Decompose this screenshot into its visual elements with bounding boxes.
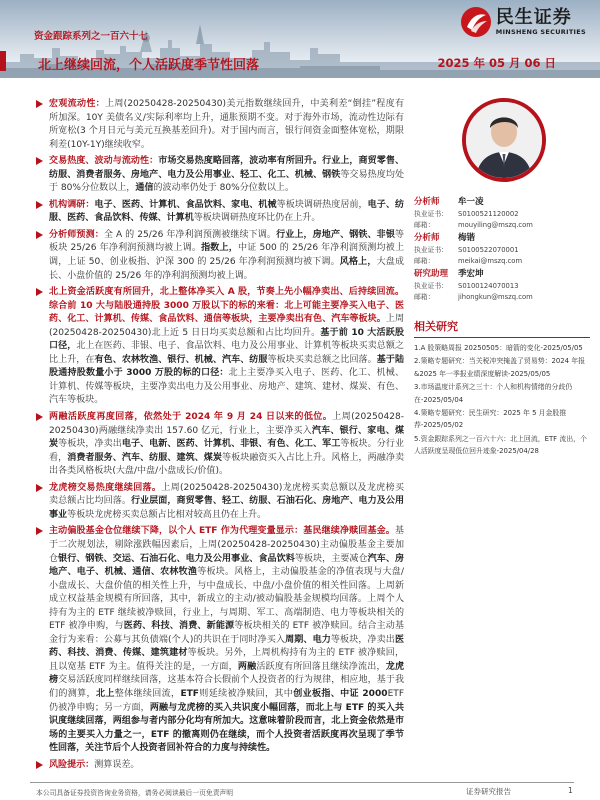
bullet-heading: 龙虎榜交易热度继续回落。 <box>49 482 162 493</box>
bullet-text: 全 A 的 25/26 年净利润预测被继续下调。 <box>103 229 277 240</box>
doc-date: 2025 年 05 月 06 日 <box>437 56 556 70</box>
bullet-text: 等板块。另外，上周机构持有为主的 ETF 被净赎回，且以宽基 ETF 为主。值得关注的是，一方面， <box>49 648 405 672</box>
bullet-arrow-icon <box>36 761 43 769</box>
title-bar <box>0 51 600 75</box>
bullet-heading: 两融活跃度再度回落，依然处于 2024 年 9 月 24 日以来的低位。 <box>49 412 333 423</box>
related-research-link[interactable]: 3.市场温度计系列之三十：个人和机构情绪的分歧仍在-2025/05/04 <box>414 383 573 404</box>
bullet-text: 测算误差。 <box>94 759 140 770</box>
bullet-text: 活跃度有所回落且继续净流出， <box>256 661 386 672</box>
bullet-text: 指数上， <box>201 243 238 254</box>
bullet-text: 医药、科技、消费、新能源 <box>123 621 235 632</box>
bullet-text: 两融 <box>237 661 257 672</box>
bullet-text: 医药、科技、消费、传媒、建筑建材 <box>49 634 405 659</box>
bullet-text: 等板块，主要减仓 <box>294 553 368 564</box>
bullet-arrow-icon <box>36 231 43 239</box>
bullet-text: ETF <box>180 688 199 699</box>
bullet-text: 商贸零售、轻工、纺服、石油石化、房地产、电力及公用事业 <box>49 496 405 520</box>
bullet-text: 汽车、银行、家电、煤炭 <box>49 425 405 450</box>
cert-number: S0100124070013 <box>458 282 519 290</box>
bullet-text: 市场交易热度略回落，波动率有所回升。 <box>158 156 323 167</box>
bullet-text: 等板块融资买入占比上升。风格上，两融净卖出各类风格板块(大盘/中盘/小盘成长/价值)。 <box>49 452 405 477</box>
bullet-text: 等板块。分行业看， <box>49 439 405 463</box>
summary-bullet <box>36 155 404 196</box>
bullet-heading: 分析师预测： <box>49 229 104 240</box>
bullet-text: 电子、纺服、医药、食品饮料、传媒、计算机 <box>49 199 405 224</box>
bullet-text: 基于前 10 大活跃股口径， <box>49 327 404 352</box>
analyst-cert-row <box>414 281 590 292</box>
bullet-text: 汽车、房地产、电子、机械、通信、农林牧渔 <box>49 553 405 578</box>
logo-cn-text: 民生证券 <box>495 7 572 28</box>
summary-bullet <box>36 199 404 226</box>
analyst-cert-row <box>414 209 590 220</box>
bullet-text: 行业上，商贸零售、纺服、消费者服务、房地产、电力及公用事业、轻工、化工、机械、钢铁 <box>49 156 405 180</box>
summary-bullet <box>36 411 404 479</box>
footer-report-type: 证券研究报告 <box>466 787 511 796</box>
bullet-text: 等板块调研热度环比仍在上升。 <box>193 213 321 224</box>
email-label: 邮箱： <box>414 293 435 301</box>
logo-en-text: MINSHENG SECURITIES <box>495 28 586 36</box>
bullet-text: 的波动率仍处于 80%分位数以上。 <box>153 183 294 194</box>
bullet-text: 电子、电新、医药、计算机、非银、有色、化工、军工 <box>121 439 341 450</box>
analyst-cert-row <box>414 245 590 256</box>
analyst-role: 分析师 <box>414 197 440 207</box>
page-number: 1 <box>568 786 573 795</box>
analyst-name-row <box>414 196 590 209</box>
header-banner <box>0 0 600 78</box>
bullet-heading: 北上资金活跃度有所回升，北上整体净买入 A 股，节奏上先小幅净卖出、后持续回流。综合前 10 大与陆股通持股 3000 万股以下的标的来看：北上可能主要净买入电子、医药、化工、计算机、传媒、食品饮料、通信等板块，主要净卖出有色、汽车等板块。 <box>49 287 404 325</box>
footer-disclaimer: 本公司具备证券投资咨询业务资格，请务必阅读最后一页免责声明 <box>36 789 234 797</box>
analyst-email-row <box>414 292 590 303</box>
summary-bullet <box>36 759 404 773</box>
related-research-link[interactable]: 5.资金跟踪系列之一百六十六：北上回流，ETF 流出，个人活跃度呈现低位回升迹象-2025/04/28 <box>414 434 587 456</box>
analyst-role: 分析师 <box>414 233 440 243</box>
analyst-name: 梅锴 <box>458 233 476 243</box>
bullet-text: 电子、医药、计算机、食品饮料、家电、机械 <box>94 199 277 210</box>
bullet-text: 基于二次规划法，剔除涨跌幅因素后，上周(20250428-20250430)主动偏股基金主要加仓 <box>49 526 404 564</box>
email-address[interactable]: meikai@mszq.com <box>458 257 523 265</box>
bullet-text: 等板块。风格上，主动偏股基金的净值表现与大盘/小盘成长、大盘价值的相关性上升，与中盘成长、中盘/小盘价值的相关性回落。上周新成立权益基金规模有所回落，其中，新成立的主动/被动偏股基金规模均回落。上周个人持有为主的 ETF 继续被净赎回，行业上，与周期、军工、高端制造、电力等板块相关的 ETF 被净申购，与 <box>49 567 405 632</box>
bullet-text: 消费者服务、汽车、纺服、建筑、煤炭 <box>67 452 222 463</box>
bullet-heading: 主动偏股基金仓位继续下降，以个人 ETF 作为代理变量显示：基民继续净赎回基金。 <box>49 526 395 537</box>
analyst-email-row <box>414 220 590 231</box>
bullet-arrow-icon <box>36 100 43 108</box>
bullet-text: 银行、钢铁、交运、石油石化、电力及公用事业、食品饮料 <box>58 553 295 564</box>
bullet-heading: 机构调研： <box>49 199 95 210</box>
related-research-list <box>414 342 590 458</box>
bullet-text: 等板块 25/26 年净利润预测均被上调。 <box>49 229 405 254</box>
bullet-arrow-icon <box>36 484 43 492</box>
cert-number: S0100521120002 <box>458 210 519 218</box>
summary-bullet <box>36 286 404 408</box>
bullet-text: 基于陆股通持股数量小于 3000 万股的标的口径： <box>49 354 405 379</box>
summary-bullet <box>36 98 404 152</box>
footer-divider <box>30 782 574 783</box>
bullet-text: 北上在医药、非银、电子、食品饮料、电力及公用事业、计算机等板块买卖总额之比上升，在 <box>49 341 404 365</box>
bullet-arrow-icon <box>36 527 43 535</box>
cert-label: 执业证书： <box>414 210 448 218</box>
bullet-text: 创业板指、中证 2000 <box>293 688 388 699</box>
related-research-title: 相关研究 <box>414 318 590 338</box>
minsheng-logo-icon <box>460 6 492 38</box>
email-label: 邮箱： <box>414 221 435 229</box>
bullet-heading: 宏观流动性： <box>49 99 105 109</box>
bullet-text: 上周(20250428-20250430)两融继续净卖出 157.60 亿元，行业上，主要净买入 <box>49 412 404 436</box>
summary-body <box>36 98 404 775</box>
doc-title: 北上继续回流，个人活跃度季节性回落 <box>38 58 260 73</box>
title-accent-bar <box>0 51 6 71</box>
bullet-text: 等板块调研热度居前， <box>276 199 368 210</box>
bullet-text: 北上 <box>95 688 115 699</box>
bullet-text: 这意味着阶段而言，北上资金依然是市场的主要买入力量之一，ETF 的撤离则仍在继续，而个人投资者活跃度再次呈现了季节性回落，关注节后个人投资者回补符合的力度与持续性。 <box>49 716 405 754</box>
bullet-text: 中证 500 的 25/26 年净利润预测均被上调，上证 50、创业板指、沪深 300 的 25/26 年净利润预测均被下调。 <box>49 243 405 268</box>
bullet-text: 交易活跃度同样继续回落，这基本符合长假前个人投资者的行为规律，相应地，基于我们的测算， <box>49 675 405 699</box>
analyst-name: 牟一凌 <box>458 197 484 207</box>
bullet-arrow-icon <box>36 413 43 421</box>
cert-label: 执业证书： <box>414 246 448 254</box>
bullet-text: 有色、农林牧渔、银行、机械、汽车、纺服 <box>94 354 268 365</box>
bullet-text: 等交易热度均处于 80%分位数以上， <box>49 169 404 194</box>
bullet-text: 上周(20250428-20250430)龙虎榜买卖总额以及龙虎榜买卖总额占比均回落。 <box>49 482 405 507</box>
bullet-text: 等板块相关的 ETF 被净赎回。结合主动基金行为来看：公募与其负债端(个人)的共识在于同时净买入 <box>49 621 405 645</box>
bullet-arrow-icon <box>36 288 43 296</box>
bullet-heading: 风险提示： <box>49 759 95 770</box>
analyst-name-row <box>414 232 590 245</box>
bullet-text: 等板块，净卖出 <box>330 634 395 645</box>
email-label: 邮箱： <box>414 257 435 265</box>
analyst-list <box>414 196 590 304</box>
cert-number: S0100522070001 <box>458 246 519 254</box>
series-label: 资金跟踪系列之一百六十七 <box>34 31 149 42</box>
related-research-link[interactable]: 4.策略专题研究：民生研究：2025 年 5 月金股推荐-2025/05/02 <box>414 409 567 430</box>
bullet-text: 通信 <box>135 183 154 194</box>
bullet-text: 北上主要净买入电子、医药、化工、机械、计算机、传媒等板块，主要净卖出电力及公用事业、房地产、建筑、建材、煤炭、有色、汽车等板块。 <box>49 368 404 406</box>
bullet-text: 等板块买卖总额之比回落。 <box>267 354 377 365</box>
summary-bullet <box>36 525 404 755</box>
bullet-arrow-icon <box>36 201 43 209</box>
bullet-text: 大盘成长、小盘价值的 25/26 年的净利润预测均被上调。 <box>49 257 404 281</box>
email-address[interactable]: jihongkun@mszq.com <box>458 293 533 301</box>
bullet-text: 周期、电力 <box>285 634 331 645</box>
bullet-heading: 交易热度、波动与流动性： <box>49 156 159 167</box>
analyst-photo <box>462 98 546 182</box>
bullet-text: 等板块，净卖出 <box>58 439 122 450</box>
bullet-text: 上周(20250428-20250430)美元指数继续回升，中美利差“倒挂”程度有所加深。10Y 美债名义/实际利率均上升，通胀预期不变。对于海外市场，流动性边际有所宽松(3 个月日元与美元互换基差回升)。对于国内而言，银行间资金面整体宽松，期限利差(10Y-1Y)继续收窄。 <box>49 99 405 150</box>
email-address[interactable]: mouyiling@mszq.com <box>458 221 533 229</box>
sidebar <box>414 98 590 459</box>
bullet-text: 则延续被净赎回，其中 <box>198 688 294 699</box>
cert-label: 执业证书： <box>414 282 448 290</box>
bullet-text: 等板块龙虎榜买卖总额占比相对较高且仍在上升。 <box>67 509 267 520</box>
related-research-link[interactable]: 1.A 股策略周报 20250505：暗箭的变化-2025/05/05 <box>414 344 583 352</box>
minsheng-logo <box>460 6 586 38</box>
summary-bullet <box>36 229 404 283</box>
summary-bullet <box>36 482 404 523</box>
bullet-text: 行业上，房地产、钢铁、非银 <box>276 229 395 240</box>
bullet-text: 上周(20250428-20250430)北上近 5 日日均买卖总额和占比均回升。 <box>49 314 405 338</box>
analyst-portrait-icon <box>466 102 542 178</box>
related-research-link[interactable]: 2.策略专题研究：当关税冲突掩盖了贸易势：2024 年报&2025 年一季报业绩深度解读-2025/05/05 <box>414 357 586 378</box>
bullet-text: 风格上， <box>339 257 377 268</box>
bullet-text: ETF 仍被净申购；另一方面， <box>49 688 405 713</box>
bullet-text: 行业层面， <box>130 496 177 507</box>
bullet-text: 整体继续回流， <box>114 688 181 699</box>
analyst-email-row <box>414 256 590 267</box>
analyst-name: 季宏坤 <box>458 269 484 279</box>
bullet-text: 龙虎榜 <box>49 661 405 686</box>
analyst-role: 研究助理 <box>414 269 449 279</box>
bullet-text: 两融与龙虎榜的买入共识度小幅回落，而北上与 ETF 的买入共识度继续回落，两组参与者内部分化均有所加大。 <box>49 702 404 727</box>
analyst-name-row <box>414 268 590 281</box>
bullet-arrow-icon <box>36 157 43 165</box>
